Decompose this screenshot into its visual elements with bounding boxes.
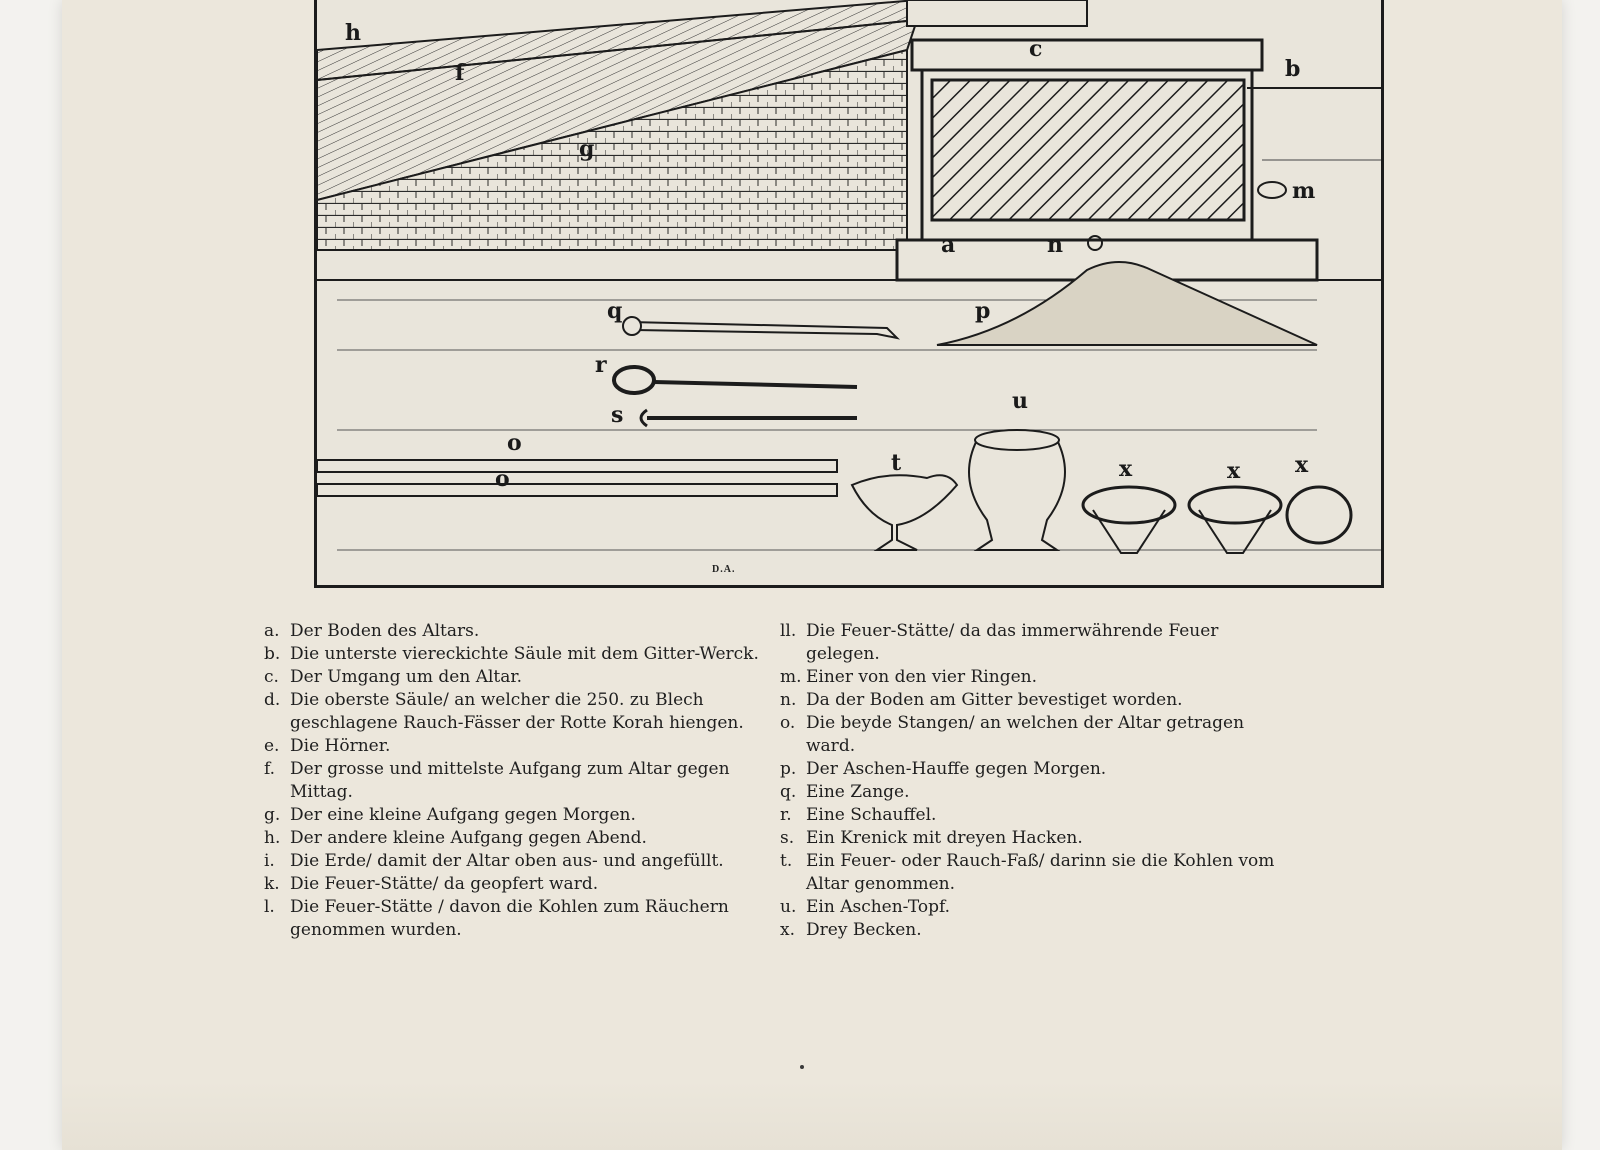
label-q: q (607, 298, 623, 324)
label-c: c (1029, 36, 1043, 62)
label-o-upper: o (507, 430, 522, 456)
legend-item: ll. Die Feuer-Stätte/ da das immerwährende Feuer gelegen. (780, 621, 1219, 664)
legend-item: l. Die Feuer-Stätte / davon die Kohlen zum Räuchern genommen wurden. (264, 897, 729, 940)
legend-item: x. Drey Becken. (780, 920, 922, 940)
legend-item: d. Die oberste Säule/ an welcher die 250. zu Blech geschlagene Rauch-Fässer der Rotte Korah hiengen. (264, 690, 744, 733)
pole-upper (317, 460, 837, 472)
label-x3: x (1295, 452, 1309, 478)
legend-item: k. Die Feuer-Stätte/ da geopfert ward. (264, 874, 599, 894)
legend-item: i. Die Erde/ damit der Altar oben aus- und angefüllt. (264, 851, 724, 871)
pole-lower (317, 484, 837, 496)
label-u: u (1012, 388, 1028, 414)
ring-m (1258, 182, 1286, 198)
tongs (632, 322, 897, 338)
paper-sheet (62, 0, 1562, 1150)
artist-monogram: D.A. (712, 564, 736, 575)
label-m: m (1292, 178, 1316, 204)
legend-item: a. Der Boden des Altars. (264, 621, 480, 641)
label-s: s (611, 402, 624, 428)
label-f: f (455, 60, 465, 86)
altar-top-ledge (912, 40, 1262, 70)
legend-item: n. Da der Boden am Gitter bevestiget worden. (780, 690, 1183, 710)
label-r: r (595, 352, 607, 378)
legend-item: h. Der andere kleine Aufgang gegen Abend. (264, 828, 647, 848)
legend-item: r. Eine Schauffel. (780, 805, 937, 825)
legend-item: p. Der Aschen-Hauffe gegen Morgen. (780, 759, 1107, 779)
label-t: t (891, 450, 902, 476)
legend-left-column (264, 620, 760, 942)
basin-3 (1287, 487, 1351, 543)
legend-item: o. Die beyde Stangen/ an welchen der Altar getragen ward. (780, 713, 1245, 756)
legend-item: g. Der eine kleine Aufgang gegen Morgen. (264, 805, 636, 825)
legend-item: s. Ein Krenick mit dreyen Hacken. (780, 828, 1083, 848)
label-o-lower: o (495, 466, 510, 492)
label-g: g (579, 136, 595, 162)
legend-item: c. Der Umgang um den Altar. (264, 667, 523, 687)
label-n: n (1047, 232, 1063, 258)
ash-pot (969, 440, 1065, 550)
label-x2: x (1227, 458, 1241, 484)
shovel (614, 367, 654, 393)
paper-blemish (800, 1065, 804, 1069)
legend-item: e. Die Hörner. (264, 736, 391, 756)
woodcut-illustration (314, 0, 1384, 588)
legend-item: b. Die unterste viereckichte Säule mit dem Gitter-Werck. (264, 644, 759, 664)
legend-item: t. Ein Feuer- oder Rauch-Faß/ darinn sie die Kohlen vom Altar genommen. (780, 851, 1275, 894)
upper-pillar (907, 0, 1087, 26)
legend-item: q. Eine Zange. (780, 782, 910, 802)
legend-item: u. Ein Aschen-Topf. (780, 897, 951, 917)
label-h: h (345, 20, 361, 46)
label-a: a (941, 232, 956, 258)
label-b: b (1285, 56, 1301, 82)
censer (852, 475, 957, 550)
label-p: p (975, 298, 991, 324)
legend-item: f. Der grosse und mittelste Aufgang zum Altar gegen Mittag. (264, 759, 730, 802)
legend-right-column (780, 620, 1276, 942)
altar-grate (932, 80, 1244, 220)
legend-item: m. Einer von den vier Ringen. (780, 667, 1037, 687)
altar-engraving (317, 0, 1381, 585)
label-x1: x (1119, 456, 1133, 482)
